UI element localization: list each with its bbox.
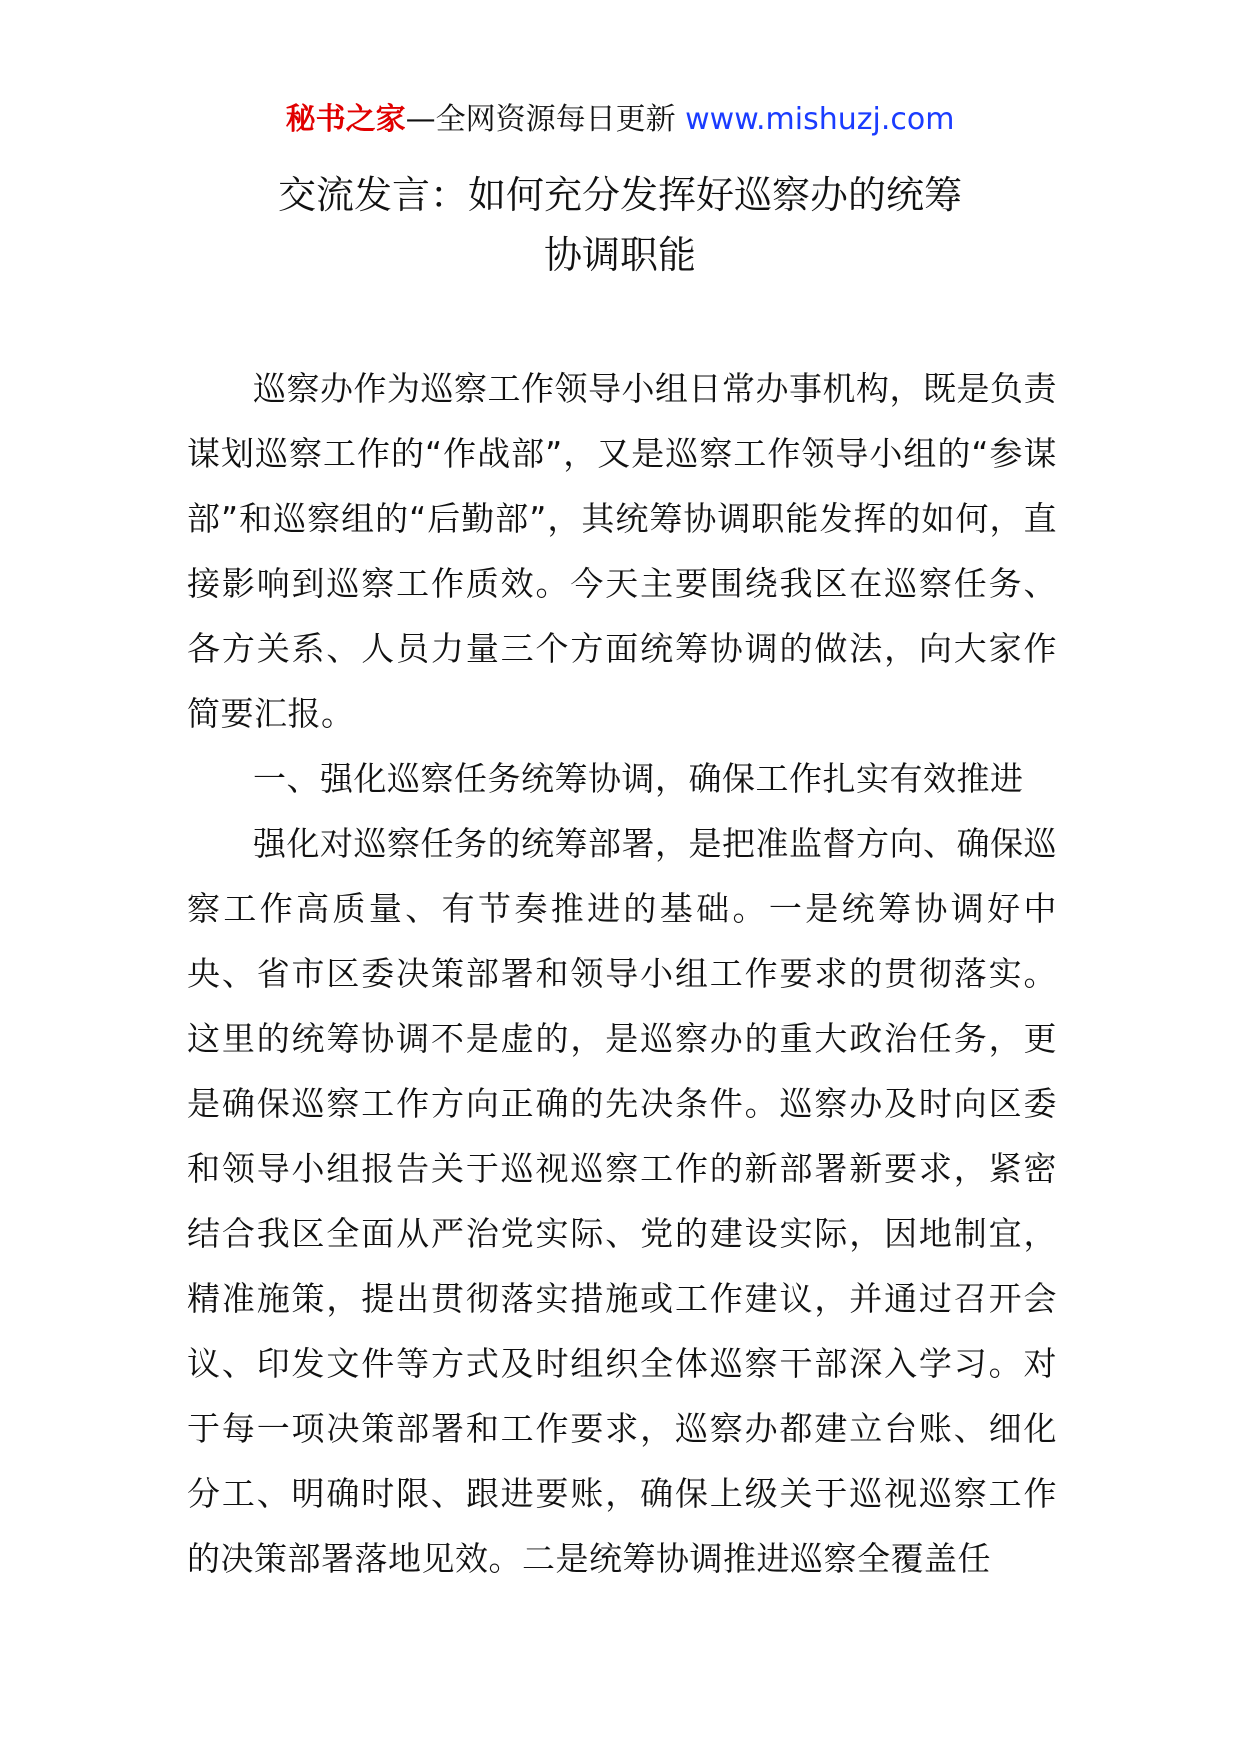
site-url-link[interactable]: www.mishuzj.com xyxy=(685,102,955,137)
body-paragraph-section-1: 强化对巡察任务的统筹部署，是把准监督方向、确保巡察工作高质量、有节奏推进的基础。一是统筹协调好中央、省市区委决策部署和领导小组工作要求的贯彻落实。这里的统筹协调不是虚的，是巡察办的重大政治任务，更是确保巡察工作方向正确的先决条件。巡察办及时向区委和领导小组报告关于巡视巡察工作的新部署新要求，紧密结合我区全面从严治党实际、党的建设实际，因地制宜，精准施策，提出贯彻落实措施或工作建议，并通过召开会议、印发文件等方式及时组织全体巡察干部深入学习。对于每一项决策部署和工作要求，巡察办都建立台账、细化分工、明确时限、跟进要账，确保上级关于巡视巡察工作的决策部署落地见效。二是统筹协调推进巡察全覆盖任 xyxy=(187,824,1057,1578)
site-header xyxy=(0,100,1240,140)
title-line-2: 协调职能 xyxy=(543,233,696,277)
body-paragraph-intro: 巡察办作为巡察工作领导小组日常办事机构，既是负责谋划巡察工作的“作战部”，又是巡察工作领导小组的“参谋部”和巡察组的“后勤部”，其统筹协调职能发挥的如何，直接影响到巡察工作质效。今天主要围绕我区在巡察任务、各方关系、人员力量三个方面统筹协调的做法，向大家作简要汇报。 xyxy=(187,369,1057,733)
title-line-1: 交流发言：如何充分发挥好巡察办的统筹 xyxy=(277,173,962,217)
document-title xyxy=(0,165,1240,285)
document-body xyxy=(187,356,1057,1591)
brand-name: 秘书之家 xyxy=(285,102,406,137)
header-tagline: —全网资源每日更新 xyxy=(405,102,686,137)
section-heading-1: 一、强化巡察任务统筹协调，确保工作扎实有效推进 xyxy=(253,759,1024,798)
